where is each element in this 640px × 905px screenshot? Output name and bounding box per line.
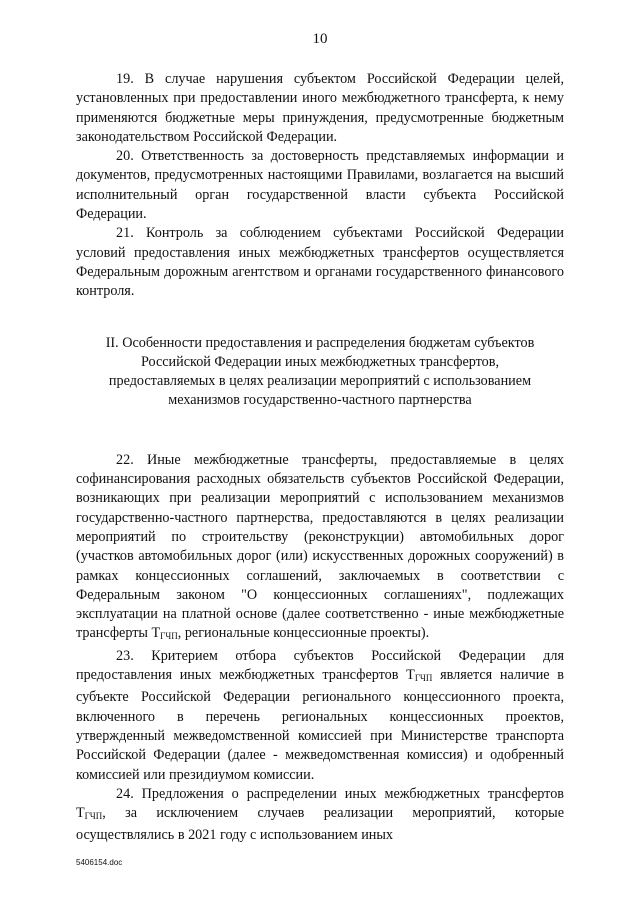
paragraph-20: 20. Ответственность за достоверность представляемых информации и документов, предусмотренных настоящими Правилами, возлагается на высший исполнительный орган государственной власти субъекта Российской Федерации. [76,148,564,223]
paragraph-23-text: 23. Критерием отбора субъектов Российской Федерации для предоставления иных межбюджетных трансфертов Т [76,647,564,684]
page-number: 10 [312,31,328,47]
paragraph-22-end: , региональные концессионные проекты). [177,625,430,642]
paragraph-24 [76,785,564,846]
paragraph-24-subscript: ГЧП [84,811,103,822]
paragraph-22 [76,451,564,647]
section-heading: II. Особенности предоставления и распределения бюджетам субъектов Российской Федерации иных межбюджетных трансфертов, предоставляемых в целях реализации мероприятий с использованием механизмов государственно-частного партнерства [105,334,535,409]
paragraph-24-text: 24. Предложения о распределении иных межбюджетных трансфертов Т [76,785,564,822]
paragraph-23-end: является наличие в субъекте Российской Федерации регионального концессионного проекта, включенного в перечень региональных концессионных проектов, утвержденный межведомственной комиссией при Министерстве транспорта Российской Федерации (далее - межведомственная комиссия) и одобренный комиссией или президиумом комиссии. [76,667,564,783]
paragraph-23-subscript: ГЧП [414,673,433,684]
document-body [76,70,564,846]
paragraph-22-subscript: ГЧП [160,631,178,642]
footer-file-code: 5406154.doc [76,858,123,867]
paragraph-24-end: , за исключением случаев реализации мероприятий, которые осуществлялись в 2021 году с использованием иных [76,805,564,844]
paragraph-22-text: 22. Иные межбюджетные трансферты, предоставляемые в целях софинансирования расходных обязательств субъектов Российской Федерации, возникающих при реализации мероприятий с использованием механизмов государственно-частного партнерства, предоставляются в целях реализации мероприятий по строительству (реконструкции) автомобильных дорог (участков автомобильных дорог (или) искусственных дорожных сооружений) в рамках концессионных соглашений, заключаемых в соответствии с Федеральным законом "О концессионных соглашениях", подлежащих эксплуатации на платной основе (далее соответственно - иные межбюджетные трансферты Т [76,451,564,642]
paragraph-19: 19. В случае нарушения субъектом Российской Федерации целей, установленных при предоставлении иного межбюджетного трансферта, к нему применяются бюджетные меры принуждения, предусмотренные бюджетным законодательством Российской Федерации. [76,71,564,145]
paragraph-21: 21. Контроль за соблюдением субъектами Российской Федерации условий предоставления иных межбюджетных трансфертов осуществляется Федеральным дорожным агентством и органами государственного финансового контроля. [76,225,564,300]
paragraph-23 [76,647,564,785]
